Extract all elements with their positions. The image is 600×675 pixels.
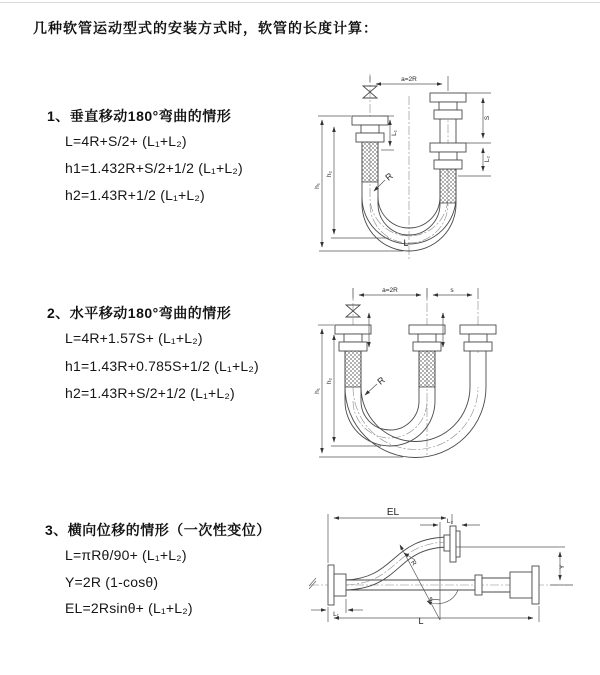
dim-label-s: S [484,115,491,121]
fittings [335,325,496,351]
page-title: 几种软管运动型式的安装方式时，软管的长度计算： [33,20,378,36]
dim-label-a2r: a=2R [401,76,417,83]
dim-label-l2: L₂ [484,155,491,163]
dim-label-y: Y [559,564,566,570]
section3-formula-L: L=πRθ/90+ (L₁+L₂) [65,547,187,563]
radius-label: R [375,374,387,387]
centerlines [353,288,478,455]
dim-label-l1: L₁ [391,130,398,136]
braid-left [362,142,378,182]
section2-formula-h2: h2=1.43R+S/2+1/2 (L₁+L₂) [65,385,235,401]
dim-label-l: L [418,616,424,626]
dim-label-l2: L₂ [446,518,454,525]
section1-formula-h2: h2=1.43R+1/2 (L₁+L₂) [65,187,205,203]
hose-outline [345,351,486,458]
dim-label-el: EL [386,507,400,518]
braid-left [345,351,361,387]
diagram-vertical-180-bend [315,66,600,266]
section2-formula-L: L=4R+1.57S+ (L₁+L₂) [65,330,203,346]
dim-label-l1: L₁ [333,611,339,618]
section1-formula-L: L=4R+S/2+ (L₁+L₂) [65,133,187,149]
angle-label: θ [429,597,433,603]
diagram-lateral-displacement [305,500,600,655]
dim-label-h1: h₁ [314,183,321,189]
section3-formula-EL: EL=2Rsinθ+ (L₁+L₂) [65,600,193,616]
section3-heading: 3、横向位移的情形（一次性变位） [45,522,271,538]
diagram-horizontal-180-bend [315,283,600,463]
section1-formula-h1: h1=1.432R+S/2+1/2 (L₁+L₂) [65,160,243,176]
dim-label-h2: h₂ [326,170,333,178]
braid-middle [419,351,435,387]
section1-heading: 1、垂直移动180°弯曲的情形 [47,108,232,124]
dim-label-h2: h₂ [326,377,333,385]
radius-label: R [383,170,395,183]
radius-label: R [409,559,418,568]
scan-edge-line [0,2,600,3]
section2-heading: 2、水平移动180°弯曲的情形 [47,305,232,321]
hose-s-curve [346,537,450,590]
dimension-lines [318,288,478,457]
section3-formula-Y: Y=2R (1-cosθ) [65,574,159,590]
dim-label-s: s [450,287,454,294]
section2-formula-h1: h1=1.43R+0.785S+1/2 (L₁+L₂) [65,358,259,374]
break-mark [309,578,316,589]
dim-label-h1: h₁ [314,388,321,394]
braid-right [440,169,456,203]
dim-label-a2r: a=2R [382,287,398,294]
length-label: L [403,238,409,248]
